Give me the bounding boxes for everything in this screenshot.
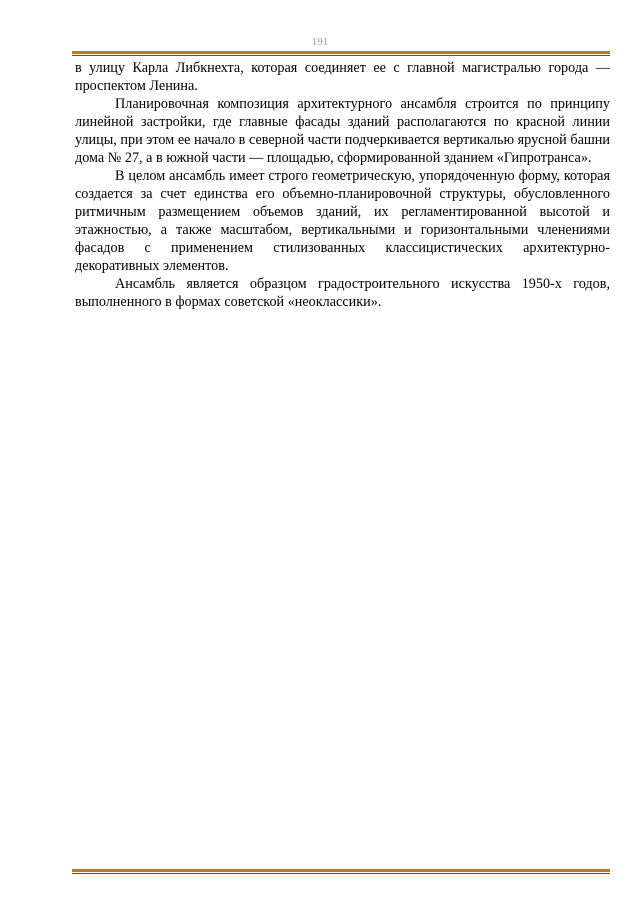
paragraph-composition: Планировочная композиция архитектурного ансамбля строится по принципу линейной застройки, где главные фасады зданий располагаются по красной линии улицы, при этом ее начало в северной части подчеркивается вертикалью ярусной башни дома № 27, а в южной части — площадью, сформированной зданием «Гипротранса».: [75, 96, 610, 166]
footer-rule: [72, 869, 610, 874]
page-number: 191: [311, 36, 329, 48]
paragraph-continuation: в улицу Карла Либкнехта, которая соединяет ее с главной магистралью города — проспектом Ленина.: [75, 60, 610, 94]
header-rule: [72, 51, 610, 56]
paragraph-conclusion: Ансамбль является образцом градостроительного искусства 1950-х годов, выполненного в формах советской «неоклассики».: [75, 276, 610, 310]
body-text: [75, 59, 610, 311]
paragraph-geometry: В целом ансамбль имеет строго геометрическую, упорядоченную форму, которая создается за счет единства его объемно-планировочной структуры, обусловленного ритмичным размещением объемов зданий, их регламентированной высотой и этажностью, а также масштабом, вертикальными и горизонтальными членениями фасадов с применением стилизованных классицистических архитектурно-декоративных элементов.: [75, 168, 610, 274]
